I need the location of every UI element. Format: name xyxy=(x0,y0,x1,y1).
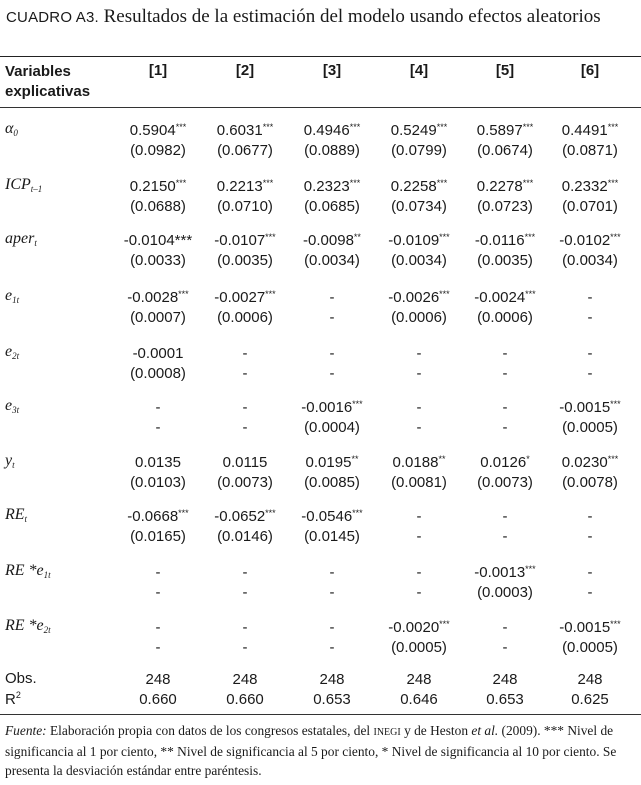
coef-value: - xyxy=(329,619,335,636)
coef-value: - xyxy=(416,564,422,581)
obs-col3: 248 xyxy=(319,671,345,688)
table-caption xyxy=(6,6,631,29)
significance-stars: *** xyxy=(352,508,363,518)
row-label-e3 xyxy=(5,397,19,415)
r2-col6: 0.625 xyxy=(571,691,609,708)
coef-re-e1-col2 xyxy=(200,563,290,583)
se-re-e1-col3: - xyxy=(329,584,335,601)
se-e2-col6: - xyxy=(587,365,593,382)
row-label-sub: 1t xyxy=(12,295,20,305)
coef-value: 0.2258 xyxy=(390,178,437,195)
coef-value: - xyxy=(416,399,422,416)
coef-re-e1-col3 xyxy=(287,563,377,583)
coef-value: 0.0188 xyxy=(392,454,439,471)
se-re-col4: - xyxy=(416,528,422,545)
row-label-text: RE xyxy=(5,506,25,523)
se-y-col3: (0.0085) xyxy=(304,474,360,491)
coef-aper-col6 xyxy=(545,231,635,251)
coef-value: 0.5897 xyxy=(476,122,523,139)
coef-value: 0.2278 xyxy=(476,178,523,195)
coef-e1-col6 xyxy=(545,288,635,308)
coef-e1-col1 xyxy=(113,288,203,308)
se-re-e1-col5: (0.0003) xyxy=(477,584,533,601)
row-label-sub: t xyxy=(24,514,28,524)
coef-e1-col5 xyxy=(460,288,550,308)
significance-stars: *** xyxy=(349,178,361,188)
coef-e2-col5 xyxy=(460,344,550,364)
coef-e2-col2 xyxy=(200,344,290,364)
significance-stars: *** xyxy=(436,122,448,132)
se-icp-col5: (0.0723) xyxy=(477,198,533,215)
coef-value: 0.2150 xyxy=(129,178,176,195)
coef-re-e1-col5 xyxy=(460,563,550,583)
se-re-col2: (0.0146) xyxy=(217,528,273,545)
coef-value: -0.0020 xyxy=(388,619,440,636)
coef-re-col2 xyxy=(200,507,290,527)
se-e2-col1: (0.0008) xyxy=(130,365,186,382)
se-aper-col6: (0.0034) xyxy=(562,252,618,269)
coef-value: - xyxy=(416,508,422,525)
coef-value: - xyxy=(416,345,422,362)
se-e3-col4: - xyxy=(416,419,422,436)
se-y-col1: (0.0103) xyxy=(130,474,186,491)
coef-e3-col2 xyxy=(200,398,290,418)
se-y-col6: (0.0078) xyxy=(562,474,618,491)
se-e3-col3: (0.0004) xyxy=(304,419,360,436)
significance-stars: *** xyxy=(607,454,619,464)
coef-value: -0.0668 xyxy=(127,508,179,525)
significance-stars: *** xyxy=(175,178,187,188)
se-re-e2-col4: (0.0005) xyxy=(391,639,447,656)
significance-stars: *** xyxy=(175,122,187,132)
row-label-e1 xyxy=(5,287,19,305)
footnote-etal: et al. xyxy=(471,723,499,738)
se-re-e1-col6: - xyxy=(587,584,593,601)
se-icp-col6: (0.0701) xyxy=(562,198,618,215)
significance-stars: *** xyxy=(607,178,619,188)
coef-icp-col1 xyxy=(113,177,203,197)
coef-re-e2-col1 xyxy=(113,618,203,638)
se-e1-col3: - xyxy=(329,309,335,326)
se-re-col1: (0.0165) xyxy=(130,528,186,545)
r2-col4: 0.646 xyxy=(400,691,438,708)
coef-y-col2 xyxy=(200,453,290,473)
r2-label-text: R xyxy=(5,691,16,708)
r2-col2: 0.660 xyxy=(226,691,264,708)
coef-alpha-0-col5 xyxy=(460,121,550,141)
se-aper-col3: (0.0034) xyxy=(304,252,360,269)
significance-stars: *** xyxy=(262,122,274,132)
significance-stars: *** xyxy=(439,619,450,629)
column-header-6: [6] xyxy=(580,62,600,79)
coef-value: - xyxy=(587,564,593,581)
coef-value: 0.0115 xyxy=(222,454,268,471)
footnote-source-label: Fuente: xyxy=(5,723,47,738)
significance-stars: *** xyxy=(610,619,621,629)
coef-value: - xyxy=(155,399,161,416)
coef-re-e2-col6 xyxy=(545,618,635,638)
coef-aper-col2 xyxy=(200,231,290,251)
coef-e1-col2 xyxy=(200,288,290,308)
coef-value: 0.4491 xyxy=(561,122,608,139)
significance-stars: *** xyxy=(436,178,448,188)
coef-y-col3 xyxy=(287,453,377,473)
r2-col5: 0.653 xyxy=(486,691,524,708)
significance-stars: *** xyxy=(610,399,621,409)
significance-stars: *** xyxy=(525,289,536,299)
se-alpha-0-col4: (0.0799) xyxy=(391,142,447,159)
significance-stars: *** xyxy=(610,232,621,242)
significance-stars: ** xyxy=(351,454,359,464)
coef-value: -0.0027 xyxy=(214,289,266,306)
se-re-e2-col3: - xyxy=(329,639,335,656)
se-alpha-0-col2: (0.0677) xyxy=(217,142,273,159)
coef-value: 0.2213 xyxy=(216,178,263,195)
coef-value: -0.0104*** xyxy=(123,232,193,249)
se-alpha-0-col1: (0.0982) xyxy=(130,142,186,159)
coef-value: 0.6031 xyxy=(216,122,263,139)
coef-value: -0.0116 xyxy=(474,232,525,249)
se-y-col4: (0.0081) xyxy=(391,474,447,491)
coef-value: -0.0016 xyxy=(301,399,353,416)
se-icp-col3: (0.0685) xyxy=(304,198,360,215)
coef-value: 0.0195 xyxy=(305,454,352,471)
significance-stars: *** xyxy=(522,178,534,188)
row-label-y xyxy=(5,452,15,470)
obs-col1: 248 xyxy=(145,671,171,688)
se-y-col5: (0.0073) xyxy=(477,474,533,491)
coef-re-e1-col6 xyxy=(545,563,635,583)
coef-value: -0.0652 xyxy=(214,508,266,525)
row-label-sub: t–1 xyxy=(30,184,43,194)
se-e1-col4: (0.0006) xyxy=(391,309,447,326)
column-header-5: [5] xyxy=(495,62,515,79)
bottom-rule xyxy=(0,714,641,715)
header-variables-line2: explicativas xyxy=(5,83,91,100)
coef-aper-col1 xyxy=(113,231,203,251)
significance-stars: ** xyxy=(353,232,361,242)
se-e1-col6: - xyxy=(587,309,593,326)
se-icp-col1: (0.0688) xyxy=(130,198,186,215)
coef-value: - xyxy=(242,345,248,362)
significance-stars: *** xyxy=(178,289,189,299)
coef-e3-col6 xyxy=(545,398,635,418)
coef-aper-col3 xyxy=(287,231,377,251)
row-label-text: e xyxy=(5,287,13,304)
coef-value: 0.5904 xyxy=(129,122,176,139)
coef-alpha-0-col2 xyxy=(200,121,290,141)
row-label-alpha-0 xyxy=(5,120,18,138)
row-label-sub: 2t xyxy=(12,351,20,361)
footnote-inegi: INEGI xyxy=(373,727,401,738)
coef-value: -0.0102 xyxy=(559,232,611,249)
se-re-e2-col6: (0.0005) xyxy=(562,639,618,656)
se-icp-col2: (0.0710) xyxy=(217,198,273,215)
coef-value: -0.0015 xyxy=(559,619,611,636)
significance-stars: *** xyxy=(178,508,189,518)
se-e3-col2: - xyxy=(242,419,248,436)
se-re-e1-col2: - xyxy=(242,584,248,601)
se-e1-col1: (0.0007) xyxy=(130,309,186,326)
se-re-e1-col4: - xyxy=(416,584,422,601)
top-rule xyxy=(0,56,641,57)
se-e3-col6: (0.0005) xyxy=(562,419,618,436)
row-label-text: ICP xyxy=(5,176,31,193)
se-e2-col2: - xyxy=(242,365,248,382)
coef-value: 0.0126 xyxy=(480,454,527,471)
coef-value: - xyxy=(329,345,335,362)
coef-re-col3 xyxy=(287,507,377,527)
coef-value: - xyxy=(502,399,508,416)
coef-re-e1-col4 xyxy=(374,563,464,583)
coef-y-col6 xyxy=(545,453,635,473)
column-header-4: [4] xyxy=(409,62,429,79)
significance-stars: ** xyxy=(438,454,446,464)
se-e1-col5: (0.0006) xyxy=(477,309,533,326)
significance-stars: * xyxy=(526,454,530,464)
coef-value: 0.2332 xyxy=(561,178,608,195)
significance-stars: *** xyxy=(439,232,450,242)
coef-value: - xyxy=(587,508,593,525)
coef-value: - xyxy=(242,399,248,416)
significance-stars: *** xyxy=(265,289,276,299)
caption-label: CUADRO A3. xyxy=(6,9,99,26)
coef-e3-col5 xyxy=(460,398,550,418)
obs-col5: 248 xyxy=(492,671,518,688)
coef-e2-col3 xyxy=(287,344,377,364)
coef-re-e2-col3 xyxy=(287,618,377,638)
se-alpha-0-col3: (0.0889) xyxy=(304,142,360,159)
caption-text: Resultados de la estimación del modelo usando efectos aleatorios xyxy=(103,6,601,27)
row-label-sub: 2t xyxy=(43,625,51,635)
coef-icp-col6 xyxy=(545,177,635,197)
se-re-col5: - xyxy=(502,528,508,545)
obs-col6: 248 xyxy=(577,671,603,688)
row-label-sub: 3t xyxy=(12,405,20,415)
se-re-e2-col1: - xyxy=(155,639,161,656)
coef-value: - xyxy=(502,619,508,636)
coef-value: -0.0098 xyxy=(303,232,354,249)
se-aper-col5: (0.0035) xyxy=(477,252,533,269)
coef-icp-col5 xyxy=(460,177,550,197)
se-e1-col2: (0.0006) xyxy=(217,309,273,326)
coef-value: 0.0135 xyxy=(135,454,181,471)
se-aper-col4: (0.0034) xyxy=(391,252,447,269)
coef-value: - xyxy=(502,345,508,362)
coef-value: - xyxy=(155,564,161,581)
coef-icp-col2 xyxy=(200,177,290,197)
coef-alpha-0-col1 xyxy=(113,121,203,141)
row-label-re-e2 xyxy=(5,617,51,635)
coef-e3-col1 xyxy=(113,398,203,418)
header-variables xyxy=(5,62,90,102)
coef-value: -0.0013 xyxy=(474,564,526,581)
se-e2-col4: - xyxy=(416,365,422,382)
r2-label xyxy=(5,690,21,708)
significance-stars: *** xyxy=(352,399,363,409)
table-footnote xyxy=(5,721,635,780)
coef-value: - xyxy=(242,619,248,636)
coef-value: 0.0230 xyxy=(561,454,608,471)
coef-value: -0.0015 xyxy=(559,399,611,416)
coef-re-e2-col5 xyxy=(460,618,550,638)
coef-alpha-0-col4 xyxy=(374,121,464,141)
coef-re-e1-col1 xyxy=(113,563,203,583)
coef-icp-col4 xyxy=(374,177,464,197)
coef-value: -0.0028 xyxy=(127,289,179,306)
row-label-sub: t xyxy=(12,460,15,470)
obs-col2: 248 xyxy=(232,671,258,688)
column-header-3: [3] xyxy=(322,62,342,79)
row-label-text: aper xyxy=(5,230,35,247)
row-label-text: y xyxy=(5,452,13,469)
se-icp-col4: (0.0734) xyxy=(391,198,447,215)
se-aper-col2: (0.0035) xyxy=(217,252,273,269)
coef-value: - xyxy=(329,564,335,581)
coef-value: -0.0107 xyxy=(214,232,266,249)
coef-e1-col3 xyxy=(287,288,377,308)
r2-col1: 0.660 xyxy=(139,691,177,708)
significance-stars: *** xyxy=(265,508,276,518)
header-rule xyxy=(0,107,641,108)
coef-re-col1 xyxy=(113,507,203,527)
coef-value: -0.0001 xyxy=(132,345,184,362)
coef-value: 0.2323 xyxy=(303,178,350,195)
coef-e2-col4 xyxy=(374,344,464,364)
coef-e3-col3 xyxy=(287,398,377,418)
se-re-col3: (0.0145) xyxy=(304,528,360,545)
row-label-text: RE *e xyxy=(5,617,44,634)
se-aper-col1: (0.0033) xyxy=(130,252,186,269)
row-label-e2 xyxy=(5,343,19,361)
se-y-col2: (0.0073) xyxy=(217,474,273,491)
coef-y-col5 xyxy=(460,453,550,473)
column-header-2: [2] xyxy=(235,62,255,79)
obs-col4: 248 xyxy=(406,671,432,688)
row-label-sub: t xyxy=(34,238,37,248)
coef-value: 0.5249 xyxy=(390,122,437,139)
obs-label: Obs. xyxy=(5,670,37,687)
coef-value: -0.0024 xyxy=(474,289,526,306)
se-alpha-0-col5: (0.0674) xyxy=(477,142,533,159)
se-e2-col3: - xyxy=(329,365,335,382)
row-label-sub: 1t xyxy=(43,570,51,580)
significance-stars: *** xyxy=(522,122,534,132)
coef-value: - xyxy=(242,564,248,581)
coef-y-col4 xyxy=(374,453,464,473)
coef-e2-col1 xyxy=(113,344,203,364)
coef-alpha-0-col3 xyxy=(287,121,377,141)
se-re-col6: - xyxy=(587,528,593,545)
coef-e2-col6 xyxy=(545,344,635,364)
r2-label-sup: 2 xyxy=(15,690,21,700)
coef-re-col5 xyxy=(460,507,550,527)
significance-stars: *** xyxy=(524,232,536,242)
coef-re-col6 xyxy=(545,507,635,527)
footnote-part3: (2009). *** Nivel de significancia al 1 por ciento, ** Nivel de significancia al 5 por ciento, * Nivel de significancia al 10 por ciento. Se presenta la desviación estándar entre paréntesis. xyxy=(5,723,617,778)
row-label-text: α xyxy=(5,120,14,137)
coef-value: - xyxy=(587,289,593,306)
row-label-text: e xyxy=(5,397,13,414)
significance-stars: *** xyxy=(349,122,361,132)
se-re-e2-col2: - xyxy=(242,639,248,656)
coef-alpha-0-col6 xyxy=(545,121,635,141)
coef-value: - xyxy=(155,619,161,636)
coef-icp-col3 xyxy=(287,177,377,197)
coef-value: -0.0546 xyxy=(301,508,353,525)
coef-e3-col4 xyxy=(374,398,464,418)
coef-value: - xyxy=(502,508,508,525)
coef-e1-col4 xyxy=(374,288,464,308)
coef-re-e2-col4 xyxy=(374,618,464,638)
coef-y-col1 xyxy=(113,453,203,473)
coef-re-e2-col2 xyxy=(200,618,290,638)
significance-stars: *** xyxy=(262,178,274,188)
se-e2-col5: - xyxy=(502,365,508,382)
row-label-text: e xyxy=(5,343,13,360)
row-label-sub: 0 xyxy=(13,128,18,138)
significance-stars: *** xyxy=(439,289,450,299)
header-variables-line1: Variables xyxy=(5,63,71,80)
row-label-aper xyxy=(5,230,37,248)
se-re-e2-col5: - xyxy=(502,639,508,656)
significance-stars: *** xyxy=(525,564,536,574)
footnote-part1: Elaboración propia con datos de los congresos estatales, del xyxy=(46,723,374,738)
r2-col3: 0.653 xyxy=(313,691,351,708)
se-alpha-0-col6: (0.0871) xyxy=(562,142,618,159)
significance-stars: *** xyxy=(607,122,619,132)
se-e3-col1: - xyxy=(155,419,161,436)
coef-re-col4 xyxy=(374,507,464,527)
footnote-part2: y de Heston xyxy=(400,723,472,738)
row-label-re xyxy=(5,506,27,524)
coef-value: - xyxy=(329,289,335,306)
coef-value: 0.4946 xyxy=(303,122,350,139)
coef-value: - xyxy=(587,345,593,362)
significance-stars: *** xyxy=(265,232,276,242)
coef-value: -0.0109 xyxy=(388,232,440,249)
coef-aper-col4 xyxy=(374,231,464,251)
row-label-icp xyxy=(5,176,42,194)
se-e3-col5: - xyxy=(502,419,508,436)
row-label-text: RE *e xyxy=(5,562,44,579)
coef-value: -0.0026 xyxy=(388,289,440,306)
coef-aper-col5 xyxy=(460,231,550,251)
row-label-re-e1 xyxy=(5,562,51,580)
se-re-e1-col1: - xyxy=(155,584,161,601)
column-header-1: [1] xyxy=(148,62,168,79)
